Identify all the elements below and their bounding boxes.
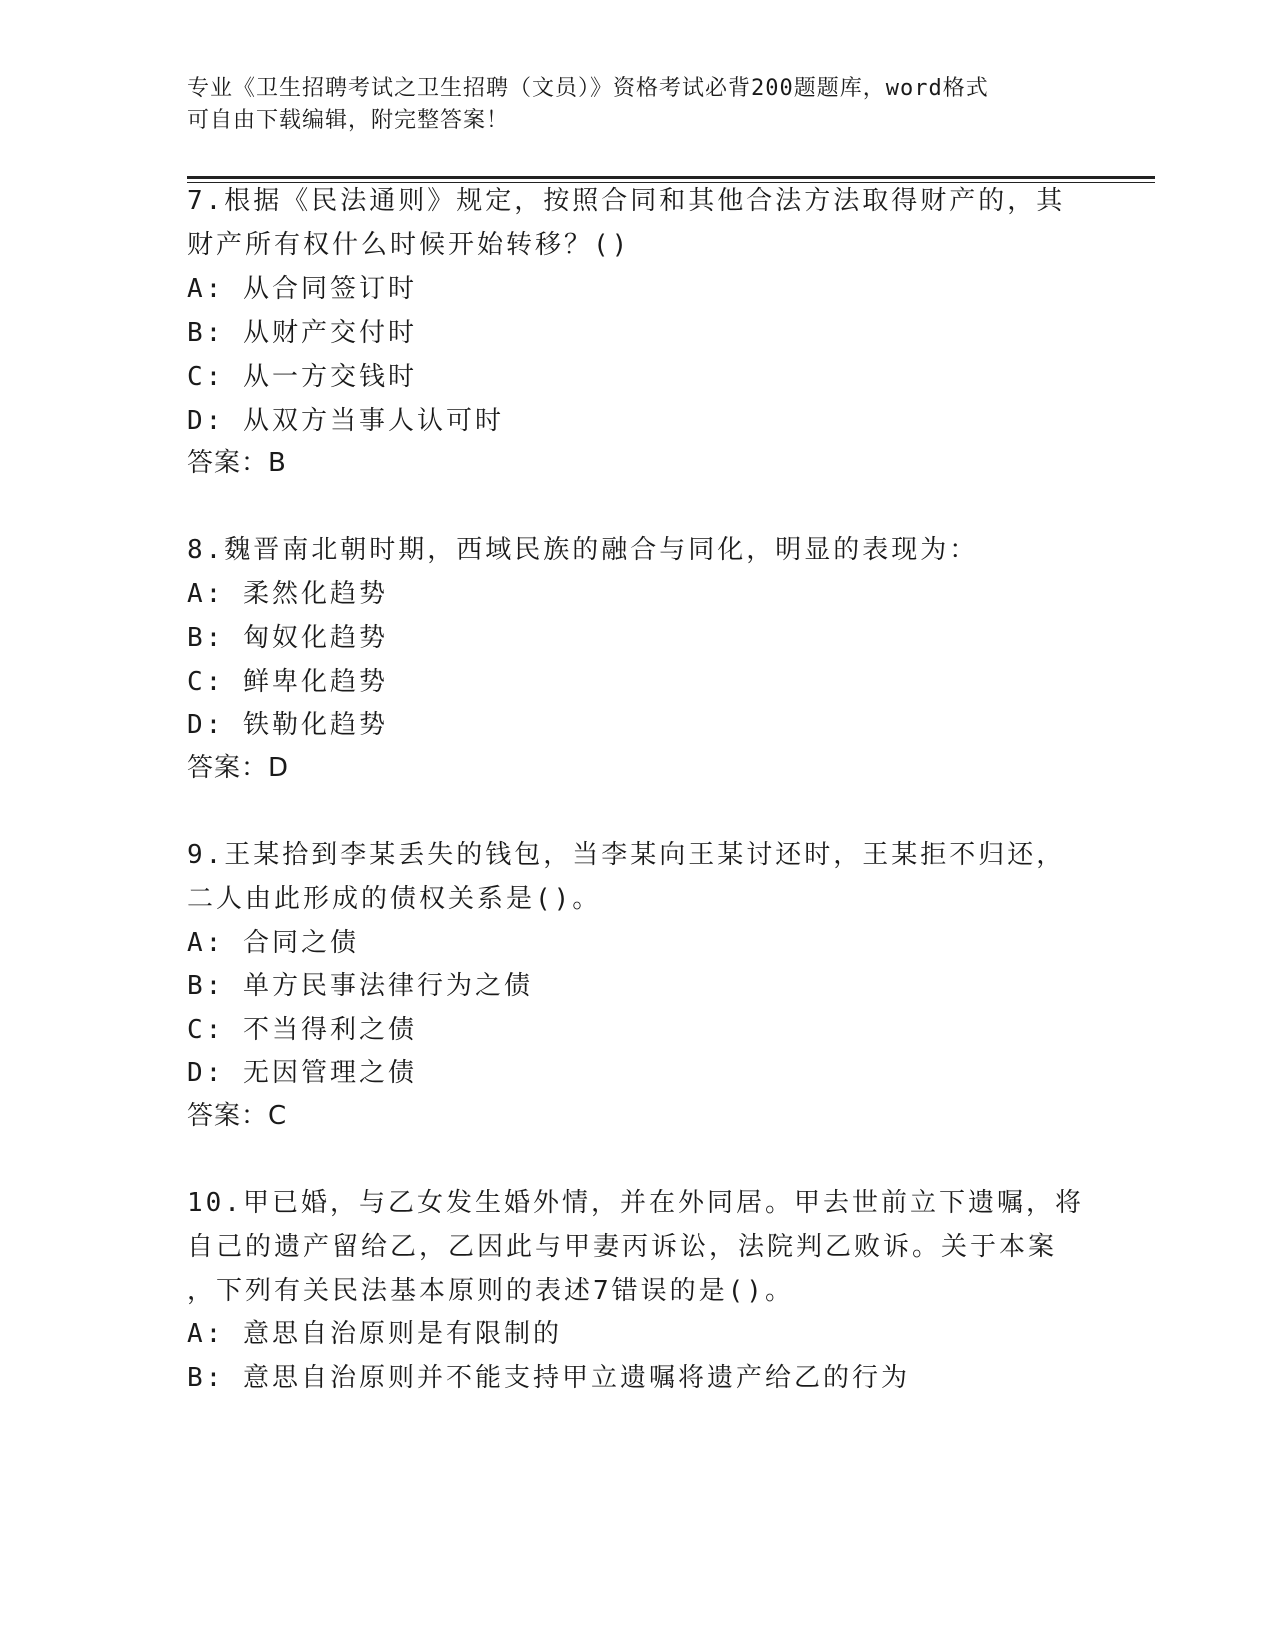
question-option: C: 鲜卑化趋势 [187,667,388,697]
question-option: D: 铁勒化趋势 [187,710,388,740]
question-stem-line: 二人由此形成的债权关系是()。 [187,884,602,914]
question-option: B: 从财产交付时 [187,318,417,348]
question-answer: 答案：B [187,448,287,478]
question-stem-line: 自己的遗产留给乙，乙因此与甲妻丙诉讼，法院判乙败诉。关于本案 [187,1232,1058,1262]
question-option: B: 匈奴化趋势 [187,623,388,653]
question-option: C: 从一方交钱时 [187,362,417,392]
header-divider-thin [187,182,1155,183]
question-stem-line: 7.根据《民法通则》规定，按照合同和其他合法方法取得财产的，其 [187,186,1066,216]
question-stem-line: 9.王某拾到李某丢失的钱包，当李某向王某讨还时，王某拒不归还， [187,840,1066,870]
question-stem-line: ，下列有关民法基本原则的表述7错误的是()。 [187,1276,794,1306]
header-divider-thick [187,176,1155,179]
question-option: B: 单方民事法律行为之债 [187,971,533,1001]
question-option: A: 意思自治原则是有限制的 [187,1319,562,1349]
document-header [187,73,1087,137]
question-option: D: 无因管理之债 [187,1058,417,1088]
question-option: D: 从双方当事人认可时 [187,406,504,436]
question-option: C: 不当得利之债 [187,1015,417,1045]
question-stem-line: 财产所有权什么时候开始转移？() [187,230,631,260]
question-stem-line: 10.甲已婚，与乙女发生婚外情，并在外同居。甲去世前立下遗嘱，将 [187,1188,1084,1218]
question-answer: 答案：C [187,1101,288,1131]
header-line-1: 专业《卫生招聘考试之卫生招聘（文员）》资格考试必背200题题库，word格式 [187,76,989,101]
question-option: A: 从合同签订时 [187,274,417,304]
question-stem-line: 8.魏晋南北朝时期，西域民族的融合与同化，明显的表现为： [187,535,979,565]
question-option: A: 柔然化趋势 [187,579,388,609]
question-option: A: 合同之债 [187,928,359,958]
question-option: B: 意思自治原则并不能支持甲立遗嘱将遗产给乙的行为 [187,1363,910,1393]
question-answer: 答案：D [187,753,290,783]
header-line-2: 可自由下载编辑，附完整答案！ [187,108,510,133]
